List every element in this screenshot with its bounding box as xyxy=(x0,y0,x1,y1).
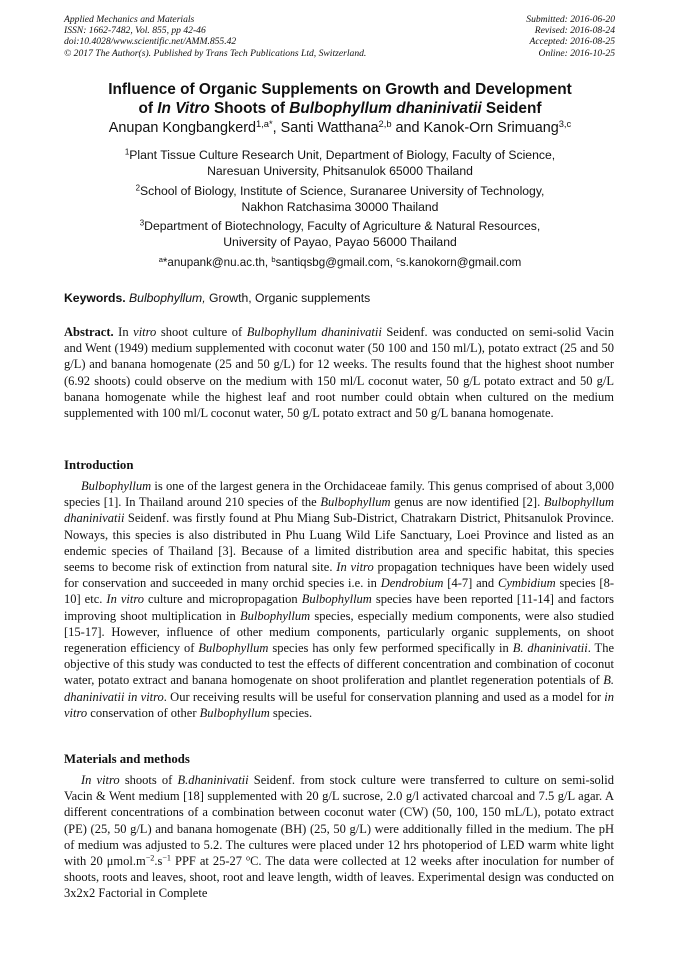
body-text: propagation techniques have been widely used for conservation and succeeded in many orchid species i.e. in xyxy=(64,560,614,591)
body-text: . The objective of this study was conducted to test the effects of different concentration and combination of coconut water, potato extract and banana homogenate on shoot proliferation and plantlet regeneration potentials of xyxy=(64,641,614,688)
introduction-paragraph xyxy=(64,478,614,721)
body-text: species has only few performed specifically in xyxy=(268,641,513,656)
author-affil-sup: 2,b xyxy=(378,118,392,129)
body-text: is one of the largest genera in the Orchidaceae family. This genus comprised of about 3,000 species [1]. In Thailand around 210 species of the xyxy=(64,479,614,510)
affiliation-2 xyxy=(60,184,620,215)
abstract-label: Abstract. xyxy=(64,325,114,339)
affiliation-text: University of Payao, Payao 56000 Thailand xyxy=(223,234,457,249)
italic-text: Bulbophyllum xyxy=(198,641,269,656)
italic-text: vitro xyxy=(133,325,157,339)
body-text: PPF at 25-27 xyxy=(171,854,247,869)
author-list xyxy=(40,119,640,137)
body-text: Seidenf. from stock culture were transferred to culture on semi-solid Vacin & Went medium [18] supplemented with 20 g/L sucrose, 2.0 g/l activated charcoal and 7.5 g/L agar. A different concentrations of a combination between coconut water (CW) (50, 100, 150 mL/L), potato extract (PE) (25, 50 g/L) and banana homogenate (BH) (25, 50 g/L) were additionally filled in the medium. The pH of medium was adjusted to 5.2. The cultures were placed under 12 hrs photoperiod of LED warm white light with 20 μmol.m xyxy=(64,773,614,869)
date-accepted: Accepted: 2016-08-25 xyxy=(529,36,615,48)
title-text: of xyxy=(138,100,158,117)
email-link[interactable]: s.kanokorn@gmail.com xyxy=(400,256,522,269)
body-text: shoot culture of xyxy=(156,325,247,339)
body-text: conservation of other xyxy=(87,705,200,720)
italic-text: Dendrobium xyxy=(380,576,444,591)
title-line-2 xyxy=(40,99,640,118)
body-text: shoots of xyxy=(119,773,178,787)
italic-text: In vitro xyxy=(336,560,374,575)
abstract-body xyxy=(64,325,614,420)
author-name: Anupan Kongbangkerd xyxy=(108,120,257,136)
date-revised: Revised: 2016-08-24 xyxy=(534,25,615,37)
author-affil-sup: 3,c xyxy=(558,118,572,129)
keywords xyxy=(64,291,370,305)
email-sup: b xyxy=(271,254,276,264)
affiliation-text: Nakhon Ratchasima 30000 Thailand xyxy=(241,199,439,214)
affiliation-line xyxy=(60,148,620,164)
author-affil-sup: 1,a* xyxy=(256,118,273,129)
affiliation-3 xyxy=(60,219,620,250)
superscript: −1 xyxy=(162,853,171,863)
italic-text: Bulbophyllum dhaninivatii xyxy=(64,495,614,526)
body-text: species. xyxy=(269,705,313,720)
italic-text: Bulbophyllum xyxy=(301,592,372,607)
body-text: species, especially medium components, were also studied [15-17]. However, influence of other medium components, particularly organic supplements, on shoot regeneration efficiency of xyxy=(64,608,614,656)
title-text: Seidenf xyxy=(481,100,542,117)
italic-text: B.dhaninivatii xyxy=(177,773,249,787)
body-text: species have been reported [11-14] and factors improving shoot multiplication in xyxy=(64,592,615,623)
affiliation-text: Department of Biotechnology, Faculty of Agriculture & Natural Resources, xyxy=(144,219,541,233)
affiliation-line xyxy=(60,219,620,235)
italic-text: B. dhaninivatii in vitro xyxy=(64,673,614,704)
body-text: culture and micropropagation xyxy=(144,592,302,607)
journal-copyright: © 2017 The Author(s). Published by Trans Tech Publications Ltd, Switzerland. xyxy=(64,47,367,59)
section-heading-methods: Materials and methods xyxy=(64,752,190,766)
affiliation-text: Naresuan University, Phitsanulok 65000 Thailand xyxy=(207,163,473,178)
affiliation-number: 1 xyxy=(124,147,130,157)
body-text: genus are now identified [2]. xyxy=(390,495,544,510)
keywords-italic: Bulbophyllum, xyxy=(129,291,206,305)
body-text: .s xyxy=(154,854,163,869)
superscript: −2 xyxy=(145,853,155,863)
body-text: Seidenf. was firstly found at Phu Miang Sub-District, Chatrakarn District, Phitsanulok Province. Noways, this species is also distributed in Phu Luang Wild Life Sanctuary, Loei Province and listed as an endemic species of Thailand [3]. Because of a limited distribution area and specific habitat, this species seems to become risk of extinction from natural site. xyxy=(64,511,614,575)
title-species-name: Bulbophyllum dhaninivatii xyxy=(289,100,482,117)
author-emails xyxy=(60,255,620,270)
title-line-1: Influence of Organic Supplements on Growth and Development xyxy=(108,81,572,98)
italic-text: Bulbophyllum dhaninivatii xyxy=(246,325,382,339)
keywords-text: Growth, Organic supplements xyxy=(205,291,371,305)
methods-paragraph xyxy=(64,772,614,902)
affiliation-line xyxy=(60,184,620,200)
italic-text: Bulbophyllum xyxy=(199,705,270,720)
italic-text: Cymbidium xyxy=(498,576,556,591)
affiliation-number: 3 xyxy=(139,218,145,228)
italic-text: Bulbophyllum xyxy=(320,495,391,510)
paper-title xyxy=(40,80,640,118)
section-heading-introduction: Introduction xyxy=(64,458,134,472)
keywords-label: Keywords. xyxy=(64,291,126,305)
affiliation-1 xyxy=(60,148,620,179)
affiliation-text: School of Biology, Institute of Science, Suranaree University of Technology, xyxy=(139,184,545,198)
email-link[interactable]: *anupank@nu.ac.th, xyxy=(162,256,272,269)
journal-header-right xyxy=(526,14,615,59)
journal-issn: ISSN: 1662-7482, Vol. 855, pp 42-46 xyxy=(64,25,206,37)
body-text: [4-7] and xyxy=(443,576,498,591)
journal-header-left xyxy=(64,14,366,59)
body-text: C. The data were collected at 12 weeks after inoculation for number of shoots, roots and leaves, shoot, root and leave length, width of leaves. Experimental design was conducted on 3x2x2 Factorial in Complete xyxy=(64,854,615,901)
date-online: Online: 2016-10-25 xyxy=(538,47,615,59)
affiliation-text: Plant Tissue Culture Research Unit, Department of Biology, Faculty of Science, xyxy=(129,148,556,162)
journal-doi: doi:10.4028/www.scientific.net/AMM.855.42 xyxy=(64,36,237,48)
body-text: Seidenf. was conducted on semi-solid Vacin and Went (1949) medium supplemented with coconut water (50 100 and 150 ml/L), potato extract (25 and 50 g/L) and banana homogenate (25 and 50 g/L) for 12 weeks. The results found that the highest shoot number (6.92 shoots) could observe on the medium with 150 ml/L coconut water, 50 g/L potato extract and 50 g/L banana homogenate while the highest leaf and root number could obtain when cultured on the medium supplemented with 100 ml/L coconut water, 50 g/L potato extract and 50 g/L banana homogenate. xyxy=(64,325,614,421)
author-name: Kanok-Orn Srimuang xyxy=(423,120,559,136)
italic-text: In vitro xyxy=(81,773,120,787)
italic-text: Bulbophyllum xyxy=(239,608,311,623)
superscript: o xyxy=(246,853,251,863)
body-text: . Our receiving results will be useful for conservation planning and used as a model for xyxy=(163,689,605,704)
email-sup: a xyxy=(158,254,163,264)
italic-text: in vitro xyxy=(64,689,615,720)
title-italic-text: In Vitro xyxy=(157,100,210,117)
abstract-paragraph xyxy=(64,324,614,421)
body-text: species [8-10] etc. xyxy=(64,576,614,607)
author-separator: and xyxy=(391,120,424,136)
italic-text: Bulbophyllum xyxy=(81,479,152,493)
journal-name: Applied Mechanics and Materials xyxy=(64,14,195,25)
affiliation-number: 2 xyxy=(135,183,140,193)
email-link[interactable]: santiqsbg@gmail.com, xyxy=(275,256,397,269)
title-text: Shoots of xyxy=(209,100,290,117)
body-text: In xyxy=(113,325,134,339)
date-submitted: Submitted: 2016-06-20 xyxy=(526,14,615,25)
author-name: Santi Watthana xyxy=(280,120,379,136)
italic-text: B. dhaninivatii xyxy=(512,641,588,656)
author-separator: , xyxy=(272,120,281,136)
email-sup: c xyxy=(396,254,400,264)
italic-text: In vitro xyxy=(106,592,144,607)
